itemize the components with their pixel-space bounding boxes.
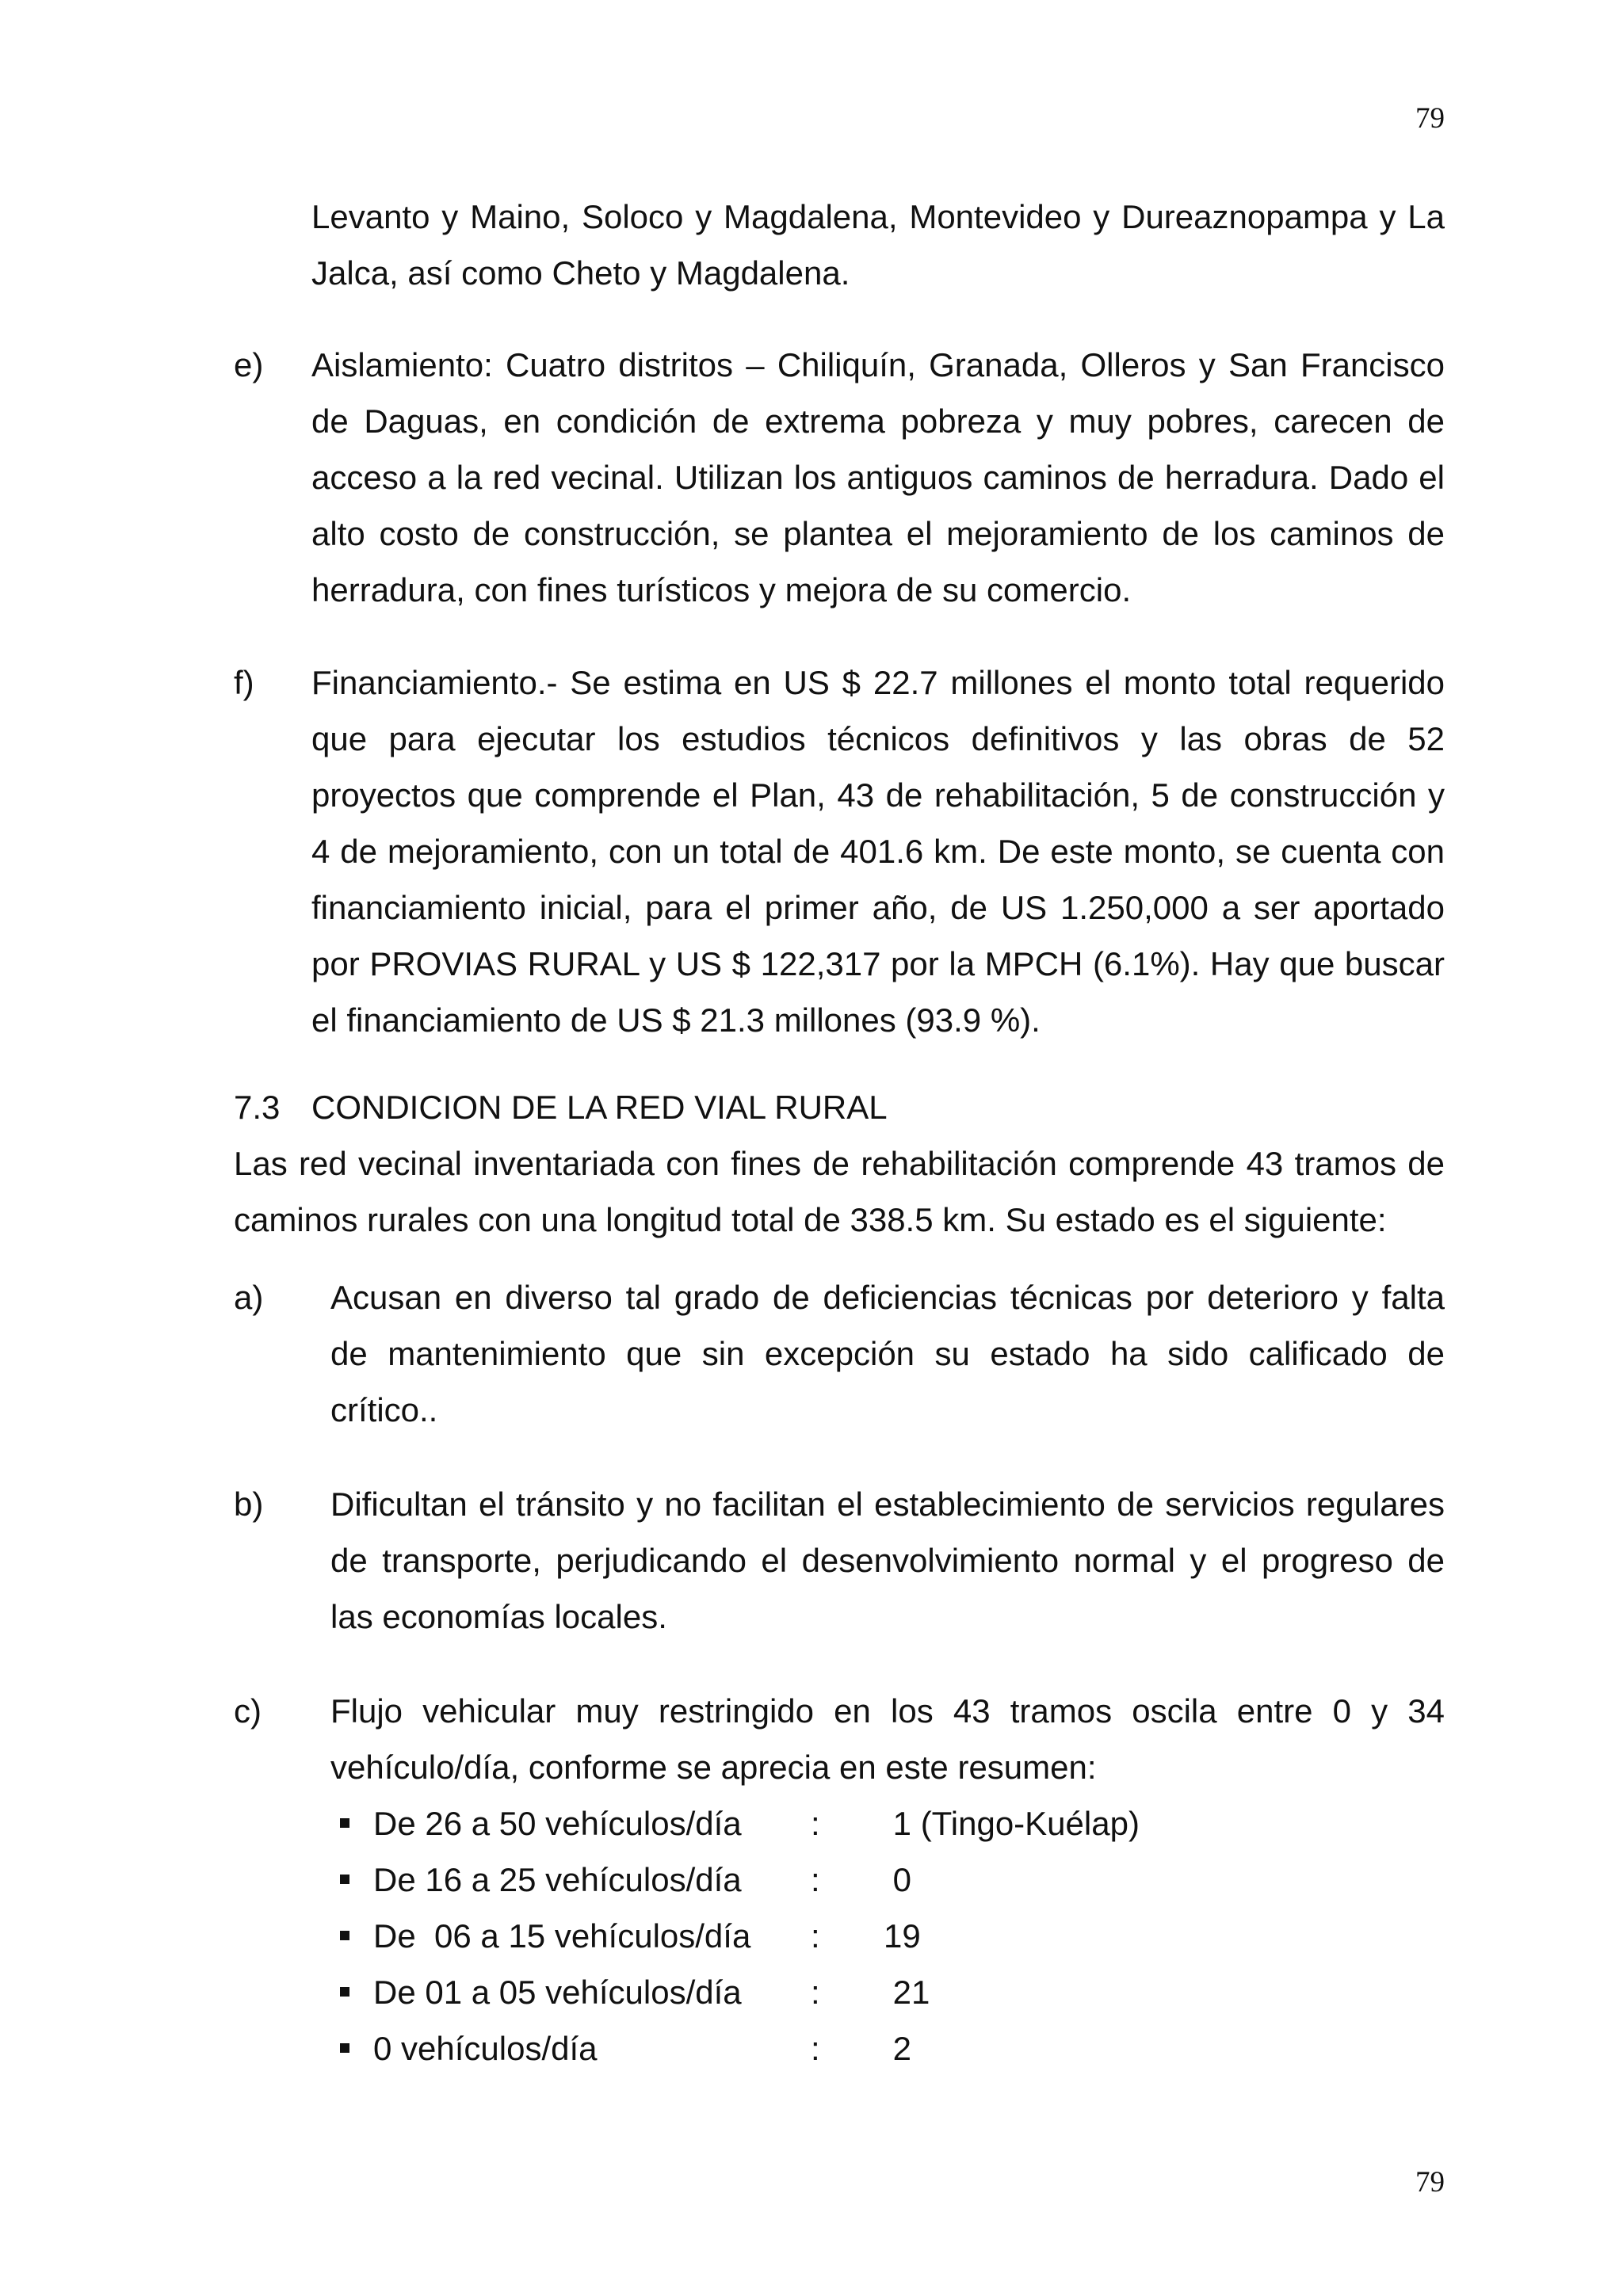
list-item-body <box>330 1683 1445 2077</box>
summary-row <box>330 2020 1445 2077</box>
list-marker: a) <box>234 1279 264 1316</box>
list-item-text: Flujo vehicular muy restringido en los 43 tramos oscila entre 0 y 34 vehículo/día, conforme se aprecia en este resumen: <box>330 1692 1445 1786</box>
vehicle-flow-summary <box>330 1795 1445 2077</box>
summary-label: De 01 a 05 vehículos/día <box>373 1974 742 2011</box>
list-marker: f) <box>234 664 254 701</box>
summary-row <box>330 1852 1445 1908</box>
summary-label: De 16 a 25 vehículos/día <box>373 1861 742 1898</box>
list-marker: b) <box>234 1486 264 1523</box>
list-item-text: Aislamiento: Cuatro distritos – Chiliquín, Granada, Olleros y San Francisco de Daguas, en condición de extrema pobreza y muy pobres, carecen de acceso a la red vecinal. Utilizan los antiguos caminos de herradura. Dado el alto costo de construcción, se plantea el mejoramiento de los caminos de herradura, con fines turísticos y mejora de su comercio. <box>311 346 1445 608</box>
summary-separator: : <box>811 1917 820 1955</box>
summary-value: 19 <box>884 1917 921 1955</box>
bullet-square-icon <box>340 1931 349 1940</box>
list-item-e <box>234 337 1445 618</box>
summary-value: 1 (Tingo-Kuélap) <box>884 1805 1140 1842</box>
document-body <box>234 189 1445 2077</box>
summary-separator: : <box>811 1974 820 2011</box>
summary-value: 2 <box>884 2030 912 2067</box>
section-heading <box>234 1079 1445 1135</box>
list-item-text: Acusan en diverso tal grado de deficiencias técnicas por deterioro y falta de mantenimiento que sin excepción su estado ha sido calificado de crítico.. <box>330 1279 1445 1428</box>
bullet-square-icon <box>340 2043 349 2053</box>
section-paragraph: Las red vecinal inventariada con fines de rehabilitación comprende 43 tramos de caminos rurales con una longitud total de 338.5 km. Su estado es el siguiente: <box>234 1145 1445 1238</box>
section-title: CONDICION DE LA RED VIAL RURAL <box>311 1089 888 1126</box>
section-number: 7.3 <box>234 1089 281 1126</box>
continuation-paragraph: Levanto y Maino, Soloco y Magdalena, Montevideo y Dureaznopampa y La Jalca, así como Cheto y Magdalena. <box>311 198 1445 292</box>
bullet-square-icon <box>340 1987 349 1997</box>
summary-row <box>330 1964 1445 2020</box>
summary-label: 0 vehículos/día <box>373 2030 598 2067</box>
list-item-text: Dificultan el tránsito y no facilitan el establecimiento de servicios regulares de transporte, perjudicando el desenvolvimiento normal y el progreso de las economías locales. <box>330 1486 1445 1635</box>
list-item-c <box>234 1683 1445 2077</box>
list-marker: e) <box>234 346 264 383</box>
summary-value: 0 <box>884 1861 912 1898</box>
summary-value: 21 <box>884 1974 930 2011</box>
summary-separator: : <box>811 1805 820 1842</box>
bullet-square-icon <box>340 1818 349 1828</box>
summary-row <box>330 1795 1445 1852</box>
page-number-bottom: 79 <box>1415 2166 1445 2199</box>
summary-row <box>330 1908 1445 1964</box>
summary-label: De 06 a 15 vehículos/día <box>373 1917 751 1955</box>
list-item-b <box>234 1476 1445 1645</box>
summary-separator: : <box>811 1861 820 1898</box>
list-item-f <box>234 654 1445 1048</box>
list-marker: c) <box>234 1692 262 1730</box>
bullet-square-icon <box>340 1875 349 1884</box>
list-item-text: Financiamiento.- Se estima en US $ 22.7 millones el monto total requerido que para ejecutar los estudios técnicos definitivos y las obras de 52 proyectos que comprende el Plan, 43 de rehabilitación, 5 de construcción y 4 de mejoramiento, con un total de 401.6 km. De este monto, se cuenta con financiamiento inicial, para el primer año, de US 1.250,000 a ser aportado por PROVIAS RURAL y US $ 122,317 por la MPCH (6.1%). Hay que buscar el financiamiento de US $ 21.3 millones (93.9 %). <box>311 664 1445 1039</box>
summary-label: De 26 a 50 vehículos/día <box>373 1805 742 1842</box>
page-number-top: 79 <box>1415 102 1445 135</box>
list-item-a <box>234 1269 1445 1438</box>
summary-separator: : <box>811 2030 820 2067</box>
